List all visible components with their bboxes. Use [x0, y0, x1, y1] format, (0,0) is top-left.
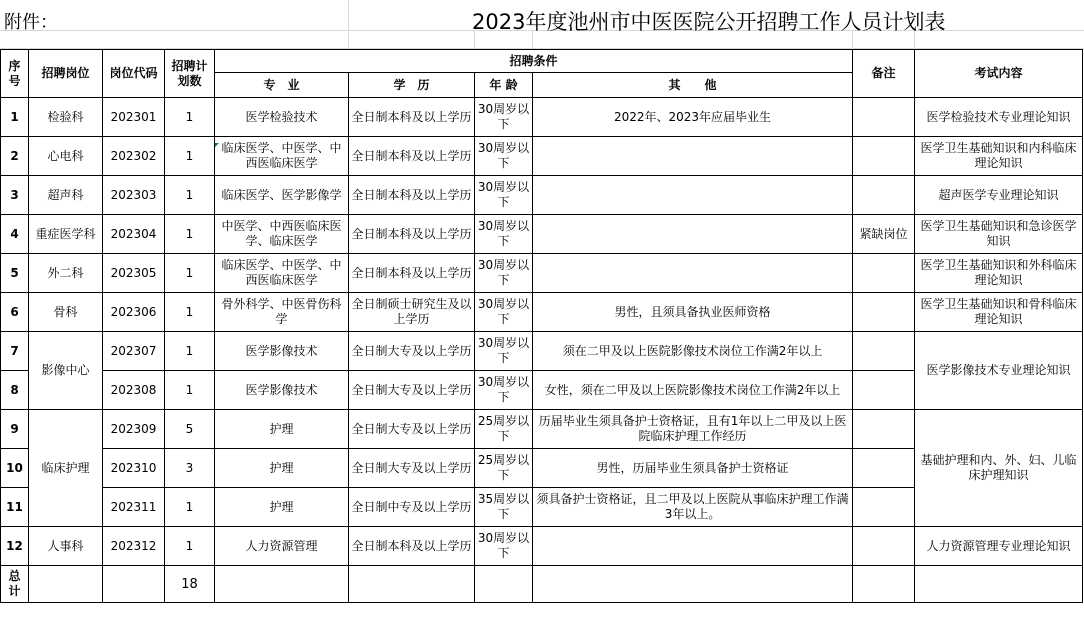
cell-exam[interactable]: 医学卫生基础知识和急诊医学知识 [915, 215, 1083, 254]
cell-remark[interactable] [853, 371, 915, 410]
cell-seq[interactable]: 8 [1, 371, 29, 410]
cell-exam[interactable]: 人力资源管理专业理论知识 [915, 527, 1083, 566]
cell-remark[interactable] [853, 527, 915, 566]
cell-other[interactable]: 须在二甲及以上医院影像技术岗位工作满2年以上 [533, 332, 853, 371]
recruitment-plan-table [0, 49, 1083, 603]
cell-education[interactable]: 全日制大专及以上学历 [349, 371, 475, 410]
cell-major[interactable]: 医学影像技术 [215, 332, 349, 371]
header-conditions[interactable]: 招聘条件 [215, 50, 853, 73]
cell-empty[interactable] [853, 566, 915, 603]
cell-plan[interactable]: 1 [165, 293, 215, 332]
cell-plan[interactable]: 1 [165, 371, 215, 410]
cell-education[interactable]: 全日制大专及以上学历 [349, 449, 475, 488]
cell-other[interactable]: 女性，须在二甲及以上医院影像技术岗位工作满2年以上 [533, 371, 853, 410]
cell-plan[interactable]: 1 [165, 98, 215, 137]
cell-exam[interactable]: 医学检验技术专业理论知识 [915, 98, 1083, 137]
table-row [1, 527, 1083, 566]
cell-seq[interactable]: 5 [1, 254, 29, 293]
cell-empty[interactable] [349, 566, 475, 603]
cell-plan[interactable]: 1 [165, 176, 215, 215]
grid-line [348, 0, 349, 49]
cell-code[interactable]: 202311 [103, 488, 165, 527]
cell-age[interactable]: 35周岁以下 [475, 488, 533, 527]
cell-age[interactable]: 30周岁以下 [475, 137, 533, 176]
cell-exam[interactable]: 基础护理和内、外、妇、儿临床护理知识 [915, 410, 1083, 527]
cell-education[interactable]: 全日制本科及以上学历 [349, 527, 475, 566]
cell-other[interactable] [533, 176, 853, 215]
cell-code[interactable]: 202303 [103, 176, 165, 215]
cell-empty[interactable] [29, 566, 103, 603]
cell-plan[interactable]: 1 [165, 215, 215, 254]
cell-other[interactable] [533, 527, 853, 566]
cell-code[interactable]: 202301 [103, 98, 165, 137]
table-row [1, 176, 1083, 215]
cell-seq[interactable]: 12 [1, 527, 29, 566]
cell-education[interactable]: 全日制本科及以上学历 [349, 137, 475, 176]
header-age[interactable]: 年 龄 [475, 73, 533, 98]
cell-remark[interactable] [853, 332, 915, 371]
cell-seq[interactable]: 10 [1, 449, 29, 488]
cell-education[interactable]: 全日制硕士研究生及以上学历 [349, 293, 475, 332]
table-row [1, 410, 1083, 449]
table-row [1, 332, 1083, 371]
cell-education[interactable]: 全日制本科及以上学历 [349, 254, 475, 293]
cell-education[interactable]: 全日制中专及以上学历 [349, 488, 475, 527]
cell-remark[interactable] [853, 137, 915, 176]
cell-remark[interactable] [853, 254, 915, 293]
cell-other[interactable]: 男性，历届毕业生须具备护士资格证 [533, 449, 853, 488]
cell-plan[interactable]: 1 [165, 527, 215, 566]
cell-age[interactable]: 30周岁以下 [475, 527, 533, 566]
cell-seq[interactable]: 7 [1, 332, 29, 371]
cell-code[interactable]: 202305 [103, 254, 165, 293]
comment-marker-icon [215, 143, 219, 147]
table-row [1, 98, 1083, 137]
cell-remark[interactable]: 紧缺岗位 [853, 215, 915, 254]
cell-seq[interactable]: 6 [1, 293, 29, 332]
cell-major[interactable]: 护理 [215, 410, 349, 449]
cell-education[interactable]: 全日制大专及以上学历 [349, 410, 475, 449]
cell-other[interactable]: 须具备护士资格证，且二甲及以上医院从事临床护理工作满3年以上。 [533, 488, 853, 527]
cell-major[interactable]: 人力资源管理 [215, 527, 349, 566]
cell-other[interactable]: 男性，且须具备执业医师资格 [533, 293, 853, 332]
cell-major[interactable]: 护理 [215, 488, 349, 527]
total-label[interactable]: 总计 [1, 566, 29, 603]
cell-age[interactable]: 30周岁以下 [475, 254, 533, 293]
cell-code[interactable]: 202308 [103, 371, 165, 410]
header-remark[interactable]: 备注 [853, 50, 915, 98]
cell-code[interactable]: 202312 [103, 527, 165, 566]
cell-seq[interactable]: 4 [1, 215, 29, 254]
cell-post[interactable]: 心电科 [29, 137, 103, 176]
header-seq[interactable]: 序号 [1, 50, 29, 98]
cell-other[interactable] [533, 254, 853, 293]
cell-major[interactable]: 护理 [215, 449, 349, 488]
cell-empty[interactable] [103, 566, 165, 603]
cell-seq[interactable]: 2 [1, 137, 29, 176]
cell-remark[interactable] [853, 449, 915, 488]
cell-code[interactable]: 202307 [103, 332, 165, 371]
cell-code[interactable]: 202309 [103, 410, 165, 449]
cell-age[interactable]: 30周岁以下 [475, 98, 533, 137]
cell-empty[interactable] [475, 566, 533, 603]
header-post[interactable]: 招聘岗位 [29, 50, 103, 98]
cell-plan[interactable]: 1 [165, 137, 215, 176]
cell-empty[interactable] [915, 566, 1083, 603]
cell-post[interactable]: 外二科 [29, 254, 103, 293]
cell-other[interactable]: 2022年、2023年应届毕业生 [533, 98, 853, 137]
cell-remark[interactable] [853, 293, 915, 332]
cell-plan[interactable]: 1 [165, 332, 215, 371]
cell-major[interactable]: 医学检验技术 [215, 98, 349, 137]
header-row-1 [1, 50, 1083, 73]
header-code[interactable]: 岗位代码 [103, 50, 165, 98]
cell-exam[interactable]: 医学卫生基础知识和内科临床理论知识 [915, 137, 1083, 176]
cell-age[interactable]: 25周岁以下 [475, 410, 533, 449]
cell-age[interactable]: 30周岁以下 [475, 215, 533, 254]
cell-major[interactable]: 临床医学、中医学、中西医临床医学 [215, 254, 349, 293]
cell-education[interactable]: 全日制大专及以上学历 [349, 332, 475, 371]
cell-major[interactable]: 临床医学、中医学、中西医临床医学 [215, 137, 349, 176]
cell-remark[interactable] [853, 98, 915, 137]
cell-age[interactable]: 30周岁以下 [475, 371, 533, 410]
cell-education[interactable]: 全日制本科及以上学历 [349, 176, 475, 215]
cell-post[interactable]: 超声科 [29, 176, 103, 215]
table-row [1, 293, 1083, 332]
cell-remark[interactable] [853, 410, 915, 449]
cell-exam[interactable]: 医学影像技术专业理论知识 [915, 332, 1083, 410]
cell-plan[interactable]: 5 [165, 410, 215, 449]
table-row [1, 137, 1083, 176]
cell-post[interactable]: 影像中心 [29, 332, 103, 410]
cell-major[interactable]: 骨外科学、中医骨伤科学 [215, 293, 349, 332]
cell-code[interactable]: 202302 [103, 137, 165, 176]
cell-age[interactable]: 30周岁以下 [475, 176, 533, 215]
cell-major[interactable]: 中医学、中西医临床医学、临床医学 [215, 215, 349, 254]
header-major[interactable]: 专 业 [215, 73, 349, 98]
cell-other[interactable] [533, 137, 853, 176]
cell-education[interactable]: 全日制本科及以上学历 [349, 215, 475, 254]
attachment-label: 附件： [4, 12, 58, 33]
cell-remark[interactable] [853, 488, 915, 527]
cell-other[interactable]: 历届毕业生须具备护士资格证，且有1年以上二甲及以上医院临床护理工作经历 [533, 410, 853, 449]
cell-plan[interactable]: 1 [165, 254, 215, 293]
total-row [1, 566, 1083, 603]
cell-post[interactable]: 临床护理 [29, 410, 103, 527]
cell-exam[interactable]: 医学卫生基础知识和骨科临床理论知识 [915, 293, 1083, 332]
sheet-header-area [0, 0, 1084, 49]
header-other[interactable]: 其 他 [533, 73, 853, 98]
cell-education[interactable]: 全日制本科及以上学历 [349, 98, 475, 137]
header-education[interactable]: 学 历 [349, 73, 475, 98]
cell-seq[interactable]: 1 [1, 98, 29, 137]
cell-seq[interactable]: 9 [1, 410, 29, 449]
cell-age[interactable]: 30周岁以下 [475, 332, 533, 371]
cell-remark[interactable] [853, 176, 915, 215]
cell-age[interactable]: 25周岁以下 [475, 449, 533, 488]
cell-major[interactable]: 医学影像技术 [215, 371, 349, 410]
cell-age[interactable]: 30周岁以下 [475, 293, 533, 332]
cell-post[interactable]: 人事科 [29, 527, 103, 566]
cell-seq[interactable]: 11 [1, 488, 29, 527]
cell-exam[interactable]: 医学卫生基础知识和外科临床理论知识 [915, 254, 1083, 293]
cell-empty[interactable] [533, 566, 853, 603]
cell-post[interactable]: 检验科 [29, 98, 103, 137]
header-exam[interactable]: 考试内容 [915, 50, 1083, 98]
header-plan[interactable]: 招聘计划数 [165, 50, 215, 98]
cell-code[interactable]: 202304 [103, 215, 165, 254]
cell-seq[interactable]: 3 [1, 176, 29, 215]
table-row [1, 215, 1083, 254]
page-title: 2023年度池州市中医医院公开招聘工作人员计划表 [472, 10, 946, 34]
cell-plan[interactable]: 3 [165, 449, 215, 488]
cell-plan[interactable]: 1 [165, 488, 215, 527]
total-plan[interactable]: 18 [165, 566, 215, 603]
cell-post[interactable]: 重症医学科 [29, 215, 103, 254]
table-row [1, 254, 1083, 293]
cell-major[interactable]: 临床医学、医学影像学 [215, 176, 349, 215]
cell-code[interactable]: 202306 [103, 293, 165, 332]
cell-exam[interactable]: 超声医学专业理论知识 [915, 176, 1083, 215]
cell-other[interactable] [533, 215, 853, 254]
cell-code[interactable]: 202310 [103, 449, 165, 488]
cell-empty[interactable] [215, 566, 349, 603]
cell-post[interactable]: 骨科 [29, 293, 103, 332]
